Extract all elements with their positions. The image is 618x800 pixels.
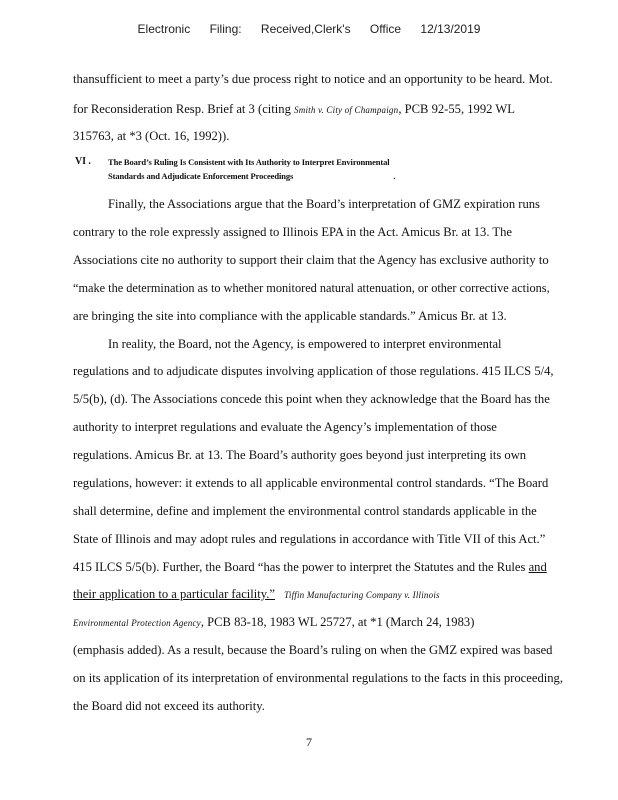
line-text: , PCB 92-55, 1992 WL [398,102,515,116]
page-number: 7 [306,735,312,749]
header-date: 12/13/2019 [420,22,481,36]
text-line-p1: Finally, the Associations argue that the Board’s interpretation of GMZ expiration runs [108,197,540,211]
text-line-p18: on its application of its interpretation of environmental regulations to the facts in this proceeding, [73,671,563,685]
header-received: Received,Clerk's [260,22,351,36]
text-line-p7: regulations and to adjudicate disputes involving application of those regulations. 415 ILCS 5/4, [73,364,554,378]
section-title-text: Standards and Adjudicate Enforcement Proceedings [108,171,294,181]
line-text: thansufficient to meet a party’s due process right to notice and an opportunity to be heard. [73,72,526,86]
line-text: , PCB 83-18, 1983 WL 25727, at *1 (March 24, 1983) [200,615,475,629]
text-line-p13: State of Illinois and may adopt rules and regulations in accordance with Title VII of this Act.” [73,532,546,546]
text-line-p17: (emphasis added). As a result, because the Board’s ruling on when the GMZ expired was based [73,643,553,657]
text-line-p8: 5/5(b), (d). The Associations concede this point when they acknowledge that the Board has the [73,392,550,406]
text-line-p16 [73,615,474,630]
text-line-p19: the Board did not exceed its authority. [73,699,265,713]
text-line-p10: regulations. Amicus Br. at 13. The Board’s authority goes beyond just interpreting its own [73,448,527,462]
text-line-p12: shall determine, define and implement the environmental control standards applicable in the [73,504,537,518]
section-title-line-2 [108,171,395,181]
line-text: for Reconsideration Resp. Brief at 3 (citing [73,102,291,116]
text-line-p2: contrary to the role expressly assigned to Illinois EPA in the Act. Amicus Br. at 13. The [73,225,512,239]
case-citation: Environmental Protection Agency [73,618,201,628]
text-line-2 [73,102,515,117]
text-line-3: 315763, at *3 (Oct. 16, 1992)). [73,129,230,143]
underlined-text: their application to a particular facility.” [73,587,275,601]
text-line-p5: are bringing the site into compliance with the applicable standards.” Amicus Br. at 13. [73,309,507,323]
text-line-p11: regulations, however: it extends to all applicable environmental control standards. “The Board [73,476,549,490]
text-line-p6: In reality, the Board, not the Agency, is empowered to interpret environmental [108,337,502,351]
section-title-line-1: The Board’s Ruling Is Consistent with Its Authority to Interpret Environmental [108,157,390,167]
header-office: Office [369,22,402,36]
text-line-p3: Associations cite no authority to support their claim that the Agency has exclusive authority to [73,253,549,267]
text-line-p4: “make the determination as to whether monitored natural attenuation, or other corrective actions, [73,281,550,295]
text-line-p9: authority to interpret regulations and evaluate the Agency’s implementation of those [73,420,497,434]
header-electronic: Electronic [137,22,191,36]
header-filing: Filing: [209,22,242,36]
text-line-p15 [73,587,440,602]
section-number: VI . [75,156,91,167]
text-line-1 [73,72,553,86]
line-text: 415 ILCS 5/5(b). Further, the Board “has the power to interpret the Statutes and the Rules [73,560,526,574]
text-line-p14 [73,560,547,574]
line-text: Mot. [528,72,553,86]
case-citation: Tiffin Manufacturing Company v. Illinois [284,590,440,600]
filing-header [0,22,618,36]
case-citation: Smith v. City of Champaign [294,105,399,115]
section-title-dot: . [393,171,396,181]
underlined-text: and [528,560,547,574]
